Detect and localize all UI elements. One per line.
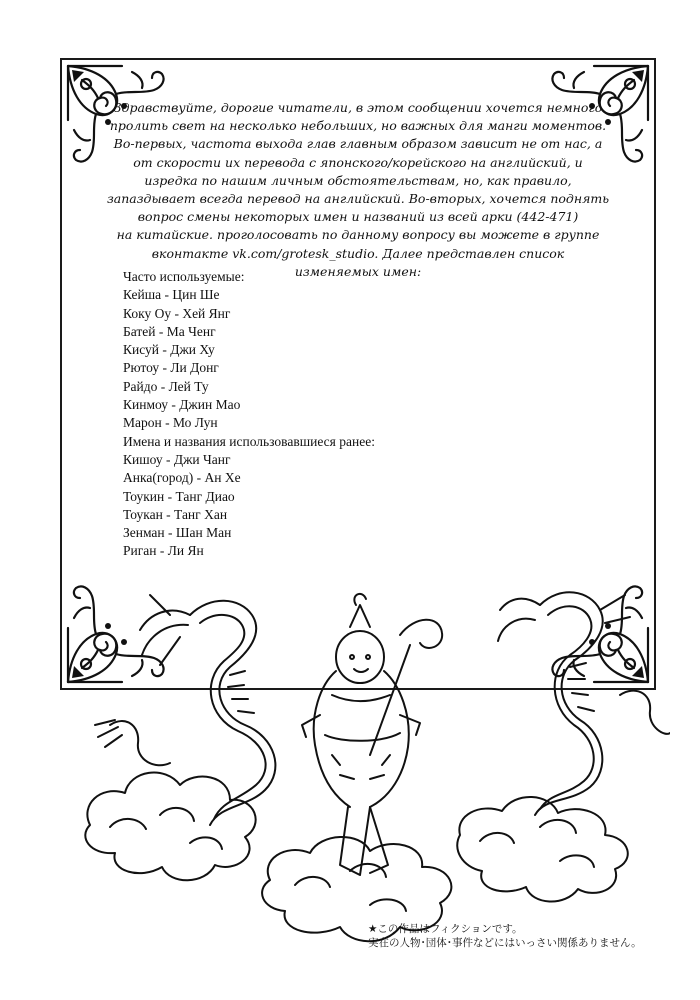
intro-line: на китайские. проголосовать по данному вопросу вы можете в группе <box>116 227 600 243</box>
intro-line: вопрос смены некоторых имен и названий из всей арки (442-471) <box>137 209 579 225</box>
disclaimer-line: 実在の人物･団体･事件などにはいっさい関係ありません。 <box>368 937 642 949</box>
disclaimer-line: ★この作品はフィクションです。 <box>368 923 523 935</box>
list-heading-previous: Имена и названия использовавшиеся ранее: <box>123 433 375 449</box>
intro-line: изредка по нашим личным обстоятельствам, но, как правило, <box>144 172 572 188</box>
list-item: Райдо - Лей Ту <box>123 378 209 394</box>
intro-line: Во-первых, частота выхода глав главным образом зависит не от нас, а <box>113 136 603 152</box>
list-item: Анка(город) - Ан Хе <box>123 470 241 486</box>
list-item: Кисуй - Джи Ху <box>123 342 215 358</box>
list-item: Тоукан - Танг Хан <box>123 506 228 522</box>
list-item: Марон - Мо Лун <box>123 415 218 431</box>
list-item: Коку Оу - Хей Янг <box>123 305 231 321</box>
list-item: Риган - Ли Ян <box>123 543 204 559</box>
dragon-child-illustration-icon <box>70 575 670 960</box>
list-item: Батей - Ма Ченг <box>123 323 216 339</box>
intro-paragraph <box>96 99 620 281</box>
intro-line: пролить свет на несколько небольших, но важных для манги моментов. <box>109 118 607 134</box>
list-item: Тоукин - Танг Диао <box>123 488 235 504</box>
list-item: Кинмоу - Джин Мао <box>123 397 241 413</box>
intro-line: Здравствуйте, дорогие читатели, в этом сообщении хочется немного <box>113 100 603 115</box>
name-change-list <box>123 268 523 561</box>
intro-line: изменяемых имен: <box>294 263 422 279</box>
intro-line: вконтакте vk.com/grotesk_studio. Далее представлен список <box>151 245 565 261</box>
fiction-disclaimer <box>368 922 688 950</box>
list-item: Рютоу - Ли Донг <box>123 360 219 376</box>
list-item: Зенман - Шан Ман <box>123 525 232 541</box>
intro-line: от скорости их перевода с японского/корейского на английский, и <box>133 154 583 170</box>
list-item: Кишоу - Джи Чанг <box>123 451 231 467</box>
list-item: Кейша - Цин Ше <box>123 287 220 303</box>
intro-line: запаздывает всегда перевод на английский. Во-вторых, хочется поднять <box>106 191 610 207</box>
list-heading-frequent: Часто используемые: <box>123 269 245 284</box>
